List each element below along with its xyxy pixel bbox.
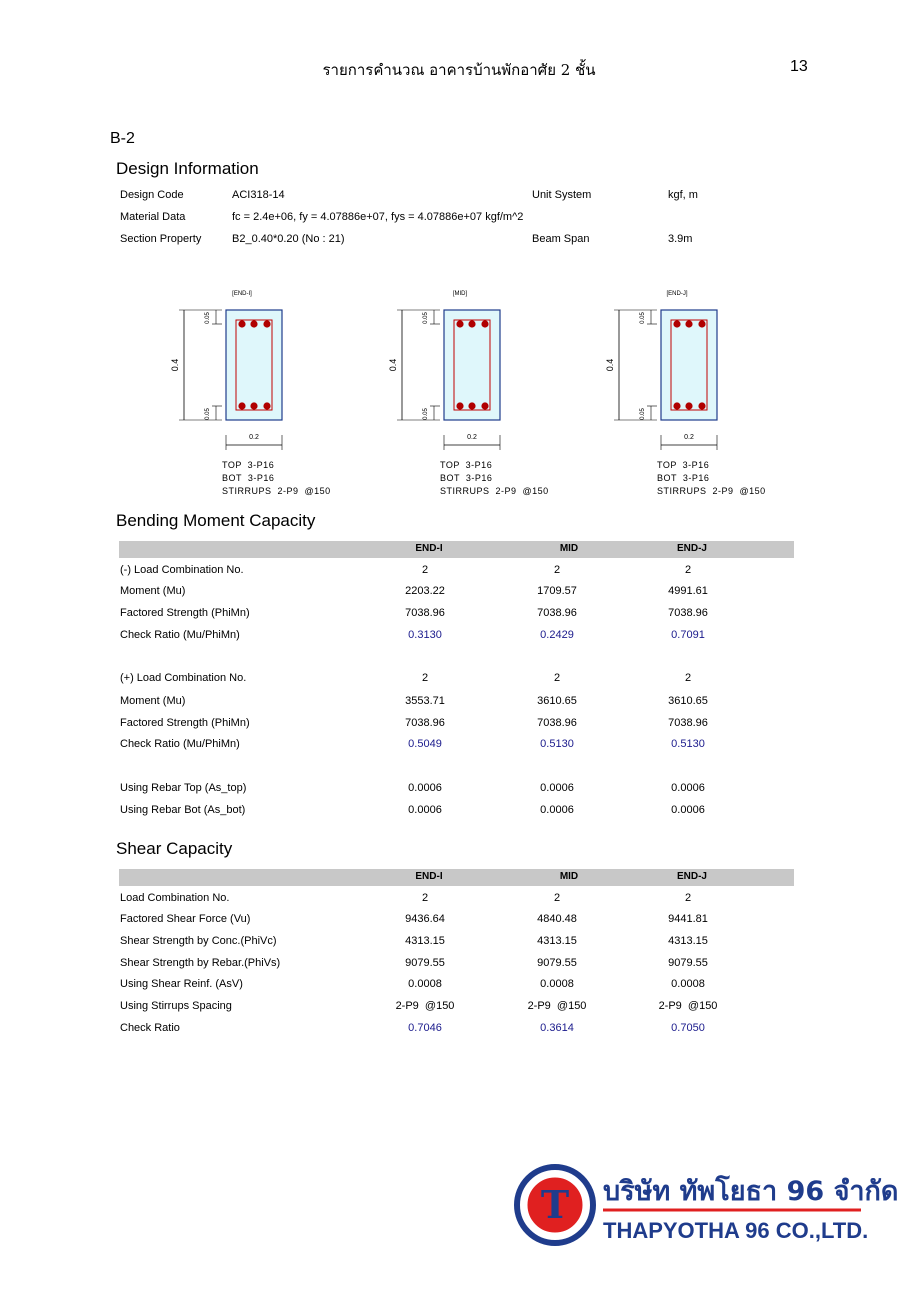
bottom-rebar	[250, 402, 257, 409]
table-cell: 1709.57	[537, 585, 577, 597]
table-cell: 0.3614	[540, 1022, 574, 1034]
cover-bottom-label: 0.05	[205, 408, 211, 420]
table-cell: 0.0008	[671, 978, 705, 990]
row-label: Check Ratio (Mu/PhiMn)	[120, 738, 240, 750]
cover-top-label: 0.05	[205, 312, 211, 324]
row-label: Shear Strength by Conc.(PhiVc)	[120, 935, 277, 947]
rebar-schedule	[657, 459, 766, 498]
bottom-rebar	[456, 402, 463, 409]
table-cell: 2	[421, 892, 429, 904]
col-mid: MID	[559, 543, 579, 554]
company-logo	[505, 1160, 899, 1250]
top-rebar-text: TOP 3-P16	[222, 460, 275, 470]
row-label: (-) Load Combination No.	[120, 564, 244, 576]
bottom-rebar	[481, 402, 488, 409]
table-cell: 2	[553, 672, 561, 684]
table-cell: 2	[684, 672, 692, 684]
bending-table-header	[119, 541, 794, 558]
row-label: Using Rebar Bot (As_bot)	[120, 804, 246, 816]
design-code-value: ACI318-14	[232, 189, 285, 201]
material-data-label: Material Data	[120, 211, 186, 223]
top-rebar-text: TOP 3-P16	[440, 460, 493, 470]
section-label: [END-I]	[232, 291, 252, 297]
cover-bottom-label: 0.05	[640, 408, 646, 420]
table-cell: 2	[421, 672, 429, 684]
row-label: (+) Load Combination No.	[120, 672, 247, 684]
stirrups-text: STIRRUPS 2-P9 @150	[657, 486, 766, 496]
design-code-label: Design Code	[120, 189, 184, 201]
row-label: Load Combination No.	[120, 892, 230, 904]
table-cell: 0.0008	[408, 978, 442, 990]
cover-top-label: 0.05	[423, 312, 429, 324]
table-cell: 2-P9 @150	[658, 1000, 718, 1012]
table-cell: 0.7091	[671, 629, 705, 641]
height-label: 0.4	[388, 358, 398, 372]
table-cell: 7038.96	[537, 607, 577, 619]
bottom-rebar	[698, 402, 705, 409]
section-property-value: B2_0.40*0.20 (No : 21)	[232, 233, 345, 245]
col-mid: MID	[559, 871, 579, 882]
table-cell: 0.2429	[540, 629, 574, 641]
table-cell: 9079.55	[537, 957, 577, 969]
table-cell: 2	[553, 892, 561, 904]
beam-section	[388, 285, 549, 496]
rebar-schedule	[440, 459, 549, 498]
row-label: Shear Strength by Rebar.(PhiVs)	[120, 957, 281, 969]
bottom-rebar-text: BOT 3-P16	[222, 473, 275, 483]
top-rebar	[685, 320, 692, 327]
top-rebar	[481, 320, 488, 327]
col-end-i: END-I	[415, 543, 443, 554]
width-label: 0.2	[467, 434, 477, 441]
table-cell: 0.0008	[540, 978, 574, 990]
cover-bottom-label: 0.05	[423, 408, 429, 420]
beam-section	[605, 285, 766, 496]
table-cell: 9436.64	[405, 913, 445, 925]
table-cell: 0.3130	[408, 629, 442, 641]
design-info-heading: Design Information	[116, 159, 259, 178]
table-cell: 0.0006	[540, 804, 574, 816]
table-cell: 7038.96	[668, 717, 708, 729]
table-cell: 0.7046	[408, 1022, 442, 1034]
table-cell: 0.5130	[671, 738, 705, 750]
top-rebar	[250, 320, 257, 327]
table-cell: 0.7050	[671, 1022, 705, 1034]
top-rebar-text: TOP 3-P16	[657, 460, 710, 470]
table-cell: 9079.55	[405, 957, 445, 969]
logo-emblem	[505, 1160, 899, 1250]
row-label: Moment (Mu)	[120, 585, 186, 597]
rebar-schedule	[222, 459, 331, 498]
logo-thai-name: บริษัท ทัพโยธา 96 จำกัด	[603, 1176, 899, 1207]
bottom-rebar	[468, 402, 475, 409]
row-label: Factored Shear Force (Vu)	[120, 913, 251, 925]
table-cell: 7038.96	[537, 717, 577, 729]
row-label: Moment (Mu)	[120, 695, 186, 707]
table-cell: 2	[684, 892, 692, 904]
row-label: Using Rebar Top (As_top)	[120, 782, 247, 794]
top-rebar	[263, 320, 270, 327]
table-cell: 7038.96	[668, 607, 708, 619]
table-cell: 0.0006	[408, 804, 442, 816]
table-cell: 9079.55	[668, 957, 708, 969]
table-cell: 4313.15	[405, 935, 445, 947]
logo-eng-name: THAPYOTHA 96 CO.,LTD.	[603, 1218, 869, 1243]
row-label: Factored Strength (PhiMn)	[120, 607, 250, 619]
shear-heading: Shear Capacity	[116, 839, 233, 858]
top-rebar	[673, 320, 680, 327]
table-cell: 9441.81	[668, 913, 708, 925]
table-cell: 4840.48	[537, 913, 577, 925]
bottom-rebar	[263, 402, 270, 409]
stirrups-text: STIRRUPS 2-P9 @150	[222, 486, 331, 496]
table-cell: 2	[553, 564, 561, 576]
table-cell: 2	[421, 564, 429, 576]
width-label: 0.2	[249, 434, 259, 441]
section-label: [MID]	[452, 291, 468, 297]
stirrups-text: STIRRUPS 2-P9 @150	[440, 486, 549, 496]
table-cell: 3610.65	[668, 695, 708, 707]
table-cell: 2-P9 @150	[527, 1000, 587, 1012]
section-drawing	[607, 285, 737, 450]
logo-letter: T	[540, 1182, 570, 1227]
row-label: Check Ratio	[120, 1022, 180, 1034]
height-label: 0.4	[170, 358, 180, 372]
section-label: [END-J]	[666, 291, 688, 297]
top-rebar	[456, 320, 463, 327]
beam-span-value: 3.9m	[668, 233, 693, 245]
bottom-rebar	[685, 402, 692, 409]
table-cell: 2203.22	[405, 585, 445, 597]
section-drawing	[390, 285, 520, 450]
top-rebar	[468, 320, 475, 327]
col-end-j: END-J	[676, 543, 707, 554]
top-rebar	[238, 320, 245, 327]
col-end-i: END-I	[415, 871, 443, 882]
table-cell: 0.0006	[408, 782, 442, 794]
bottom-rebar	[673, 402, 680, 409]
table-cell: 7038.96	[405, 607, 445, 619]
table-cell: 4991.61	[668, 585, 708, 597]
section-property-label: Section Property	[120, 233, 202, 245]
beam-section	[170, 285, 331, 496]
table-cell: 7038.96	[405, 717, 445, 729]
table-cell: 0.0006	[671, 782, 705, 794]
table-cell: 3610.65	[537, 695, 577, 707]
page-number: 13	[790, 58, 808, 75]
table-cell: 3553.71	[405, 695, 445, 707]
bottom-rebar-text: BOT 3-P16	[440, 473, 493, 483]
table-cell: 0.5049	[408, 738, 442, 750]
unit-system-value: kgf, m	[668, 189, 698, 201]
row-label: Check Ratio (Mu/PhiMn)	[120, 629, 240, 641]
table-cell: 2	[684, 564, 692, 576]
table-cell: 0.0006	[671, 804, 705, 816]
table-cell: 0.5130	[540, 738, 574, 750]
section-drawing	[172, 285, 302, 450]
table-cell: 4313.15	[537, 935, 577, 947]
row-label: Using Shear Reinf. (AsV)	[120, 978, 243, 990]
bottom-rebar-text: BOT 3-P16	[657, 473, 710, 483]
width-label: 0.2	[684, 434, 694, 441]
unit-system-label: Unit System	[532, 189, 592, 201]
table-cell: 4313.15	[668, 935, 708, 947]
bottom-rebar	[238, 402, 245, 409]
height-label: 0.4	[605, 358, 615, 372]
table-cell: 0.0006	[540, 782, 574, 794]
row-label: Factored Strength (PhiMn)	[120, 717, 250, 729]
top-rebar	[698, 320, 705, 327]
material-data-value: fc = 2.4e+06, fy = 4.07886e+07, fys = 4.07886e+07 kgf/m^2	[232, 211, 524, 223]
bending-heading: Bending Moment Capacity	[116, 511, 316, 530]
col-end-j: END-J	[676, 871, 707, 882]
document-header-title: รายการคำนวณ อาคารบ้านพักอาศัย 2 ชั้น	[322, 61, 596, 79]
cover-top-label: 0.05	[640, 312, 646, 324]
table-cell: 2-P9 @150	[395, 1000, 455, 1012]
beam-id: B-2	[110, 130, 135, 147]
beam-span-label: Beam Span	[532, 233, 590, 245]
row-label: Using Stirrups Spacing	[120, 1000, 232, 1012]
shear-table-header	[119, 869, 794, 886]
